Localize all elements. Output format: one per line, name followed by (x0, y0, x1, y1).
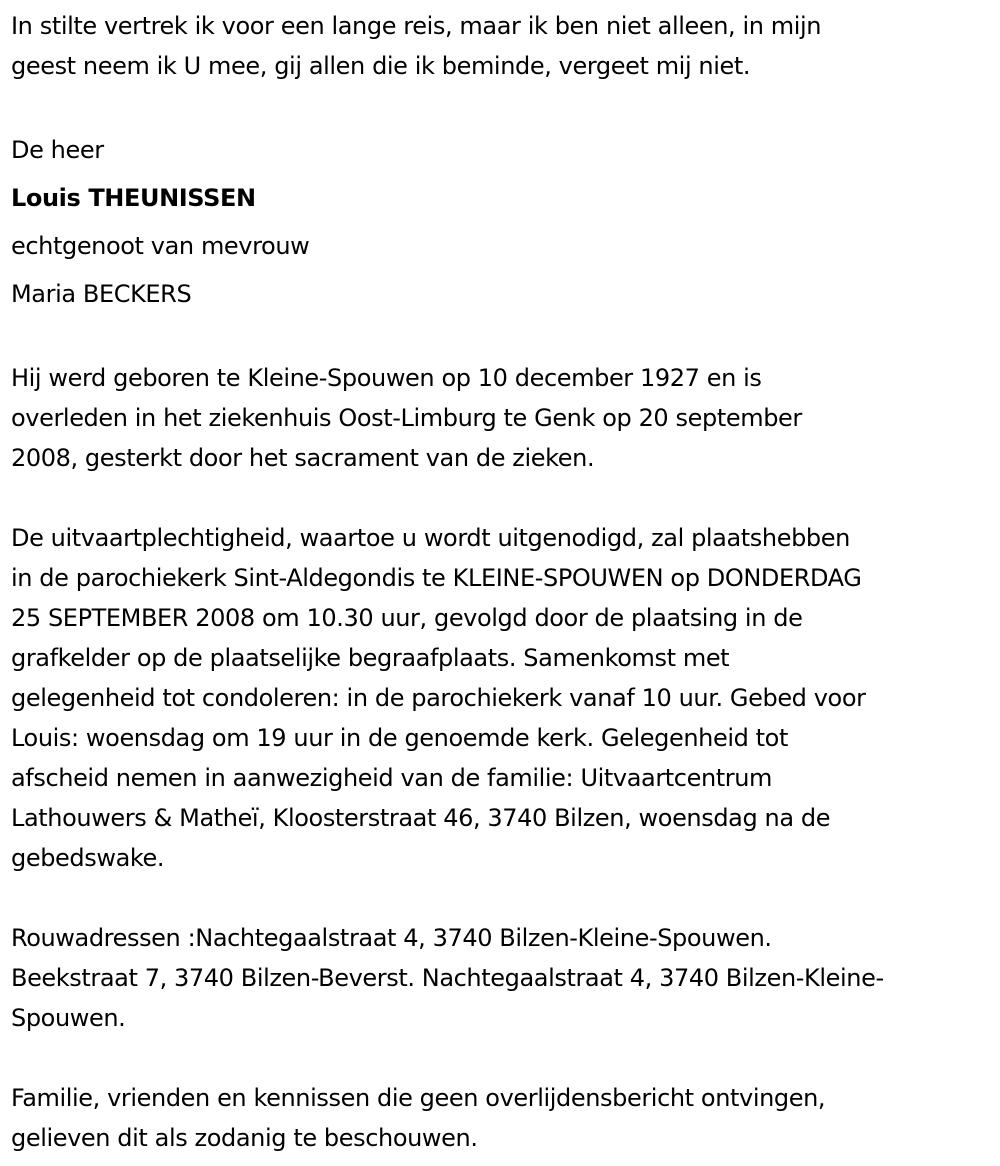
funeral-paragraph (11, 518, 990, 878)
paragraph-spacer (11, 318, 990, 358)
funeral-line: De uitvaartplechtigheid, waartoe u wordt uitgenodigd, zal plaatshebben (11, 524, 850, 552)
relation-label: echtgenoot van mevrouw (11, 232, 310, 260)
motto-line: In stilte vertrek ik voor een lange reis, maar ik ben niet alleen, in mijn (11, 12, 822, 40)
closing-line: Familie, vrienden en kennissen die geen overlijdensbericht ontvingen, (11, 1084, 826, 1112)
address-line: Beekstraat 7, 3740 Bilzen-Beverst. Nachtegaalstraat 4, 3740 Bilzen-Kleine- (11, 964, 884, 992)
motto-line: geest neem ik U mee, gij allen die ik beminde, vergeet mij niet. (11, 52, 751, 80)
funeral-line: 25 SEPTEMBER 2008 om 10.30 uur, gevolgd door de plaatsing in de (11, 604, 803, 632)
deceased-block (11, 126, 990, 318)
deceased-title: De heer (11, 136, 104, 164)
closing-line: gelieven dit als zodanig te beschouwen. (11, 1124, 478, 1152)
address-line: Rouwadressen :Nachtegaalstraat 4, 3740 Bilzen-Kleine-Spouwen. (11, 924, 772, 952)
deceased-name: Louis THEUNISSEN (11, 184, 256, 212)
funeral-line: gebedswake. (11, 844, 165, 872)
funeral-line: in de parochiekerk Sint-Aldegondis te KLEINE-SPOUWEN op DONDERDAG (11, 564, 862, 592)
funeral-line: gelegenheid tot condoleren: in de parochiekerk vanaf 10 uur. Gebed voor (11, 684, 866, 712)
funeral-line: afscheid nemen in aanwezigheid van de familie: Uitvaartcentrum (11, 764, 773, 792)
motto-paragraph (11, 6, 990, 86)
address-line: Spouwen. (11, 1004, 126, 1032)
birth-death-line: Hij werd geboren te Kleine-Spouwen op 10 december 1927 en is (11, 364, 762, 392)
closing-paragraph (11, 1078, 990, 1158)
paragraph-spacer (11, 86, 990, 126)
spouse-name: Maria BECKERS (11, 280, 192, 308)
funeral-line: grafkelder op de plaatselijke begraafplaats. Samenkomst met (11, 644, 730, 672)
birth-death-line: 2008, gesterkt door het sacrament van de zieken. (11, 444, 595, 472)
paragraph-spacer (11, 878, 990, 918)
birth-death-paragraph (11, 358, 990, 478)
funeral-line: Lathouwers & Matheï, Kloosterstraat 46, 3740 Bilzen, woensdag na de (11, 804, 831, 832)
funeral-line: Louis: woensdag om 19 uur in de genoemde kerk. Gelegenheid tot (11, 724, 788, 752)
addresses-paragraph (11, 918, 990, 1038)
paragraph-spacer (11, 478, 990, 518)
paragraph-spacer (11, 1038, 990, 1078)
birth-death-line: overleden in het ziekenhuis Oost-Limburg te Genk op 20 september (11, 404, 802, 432)
